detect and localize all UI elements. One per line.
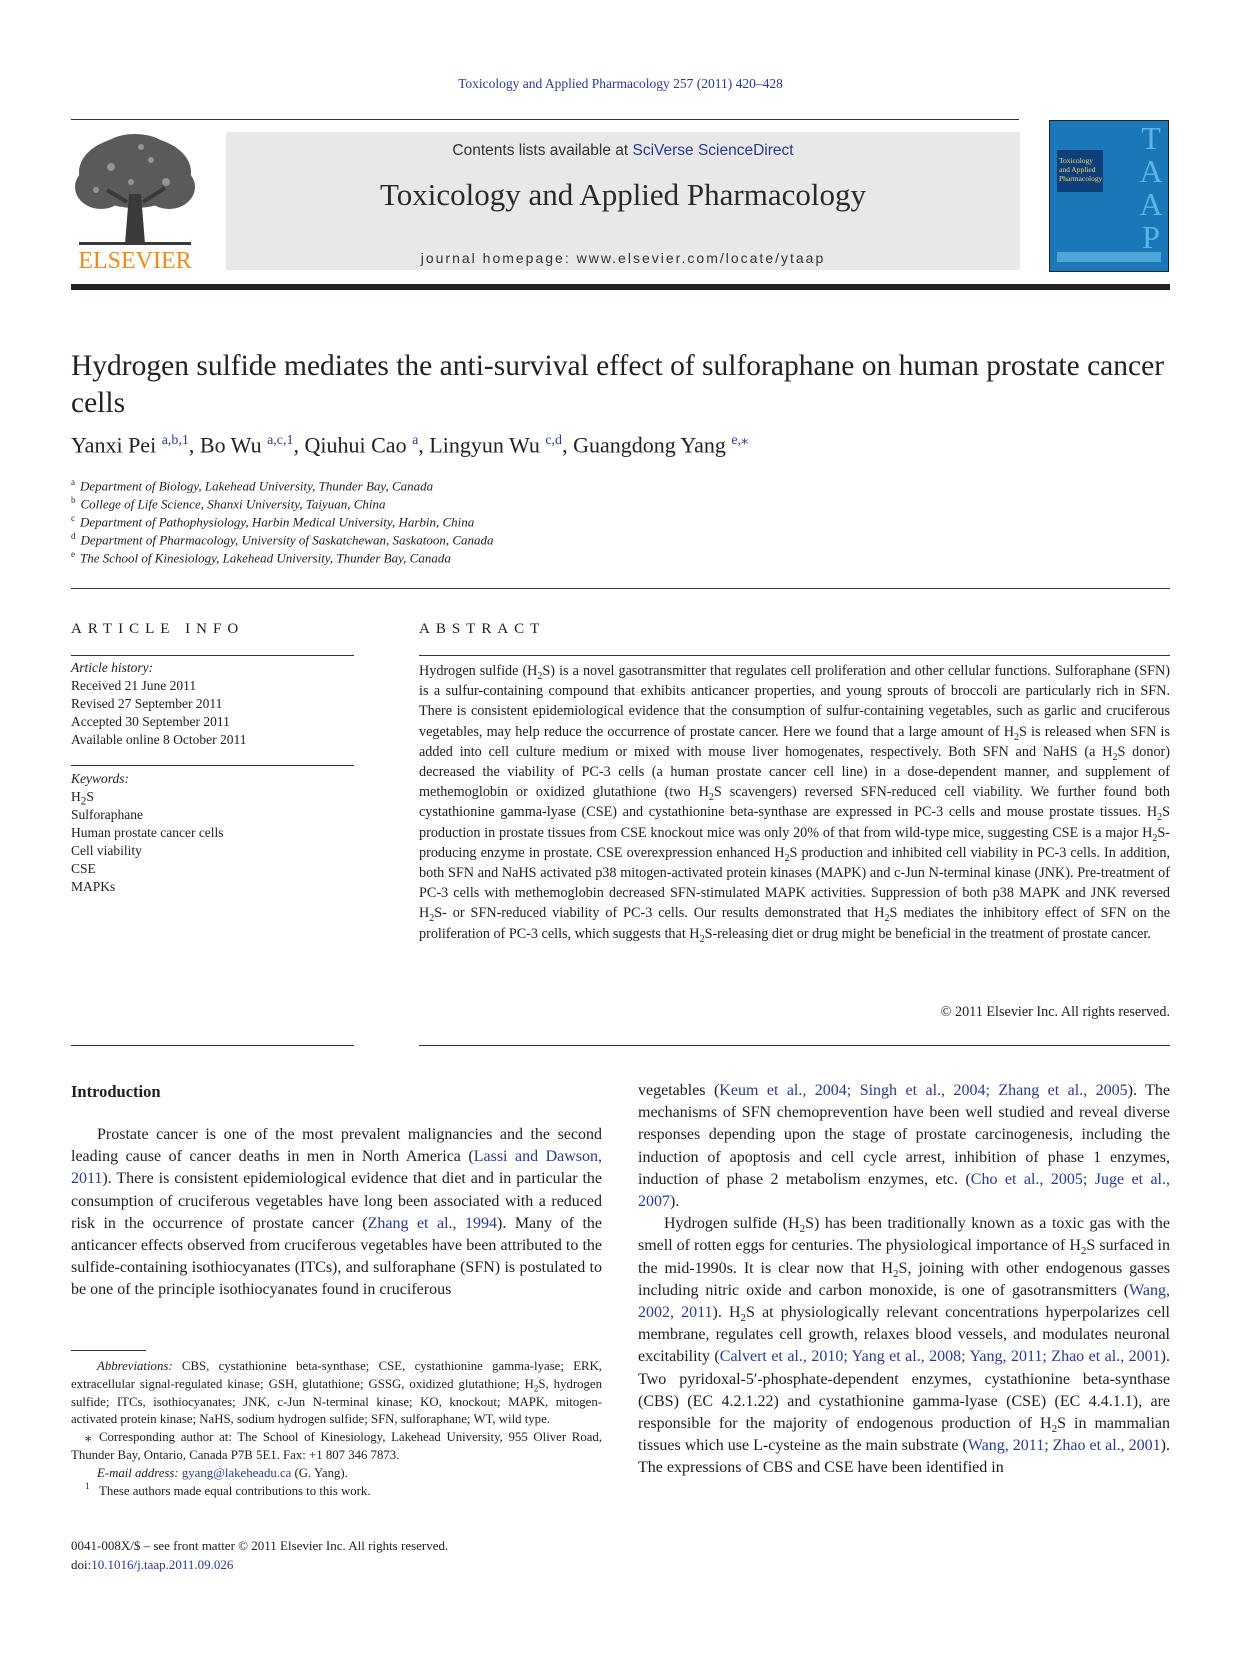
journal-name: Toxicology and Applied Pharmacology <box>380 177 866 212</box>
header-thick-rule <box>71 284 1170 290</box>
affiliation: $^b$ College of Life Science, Shanxi University, Taiyuan, China <box>71 495 386 512</box>
article-info-heading: ARTICLE INFO <box>71 621 245 637</box>
affiliation: $^e$ The School of Kinesiology, Lakehead University, Thunder Bay, Canada <box>71 549 451 566</box>
front-matter: 0041-008X/$ – see front matter © 2011 Elsevier Inc. All rights reserved. <box>71 1538 449 1553</box>
abstract-copyright: © 2011 Elsevier Inc. All rights reserved. <box>940 1004 1170 1020</box>
abstract-text: Hydrogen sulfide $(H_2S)$ is a novel gasotransmitter that regulates cell proliferation and other cellular functions. Sulforaphane (SFN) is a sulfur-containing compound that exhibits anticancer properties, and young sprouts of broccoli are particularly rich in SFN. There is consistent epidemiological evidence that the consumption of sulfur-containing vegetables, such as garlic and cruciferous vegetables, may help reduce the occurrence of prostate cancer. Here we found that a large amount of $H_2S$ is released when SFN is added into cell culture medium or mixed with mouse liver homogenates, respectively. Both SFN and NaHS (a $H_2S$ donor) decreased the viability of PC-3 cells (a human prostate cancer cell line) in a dose-dependent manner, and supplement of methemoglobin or oxidized glutathione (two $H_2S$ scavengers) reversed SFN-reduced cell viability. We further found both cystathionine gamma-lyase (CSE) and cystathionine beta-synthase are expressed in PC-3 cells and mouse prostate tissues. $H_2S$ production in prostate tissues from CSE knockout mice was only 20% of that from wild-type mice, suggesting CSE is a major $H_2S$-producing enzyme in prostate. CSE overexpression enhanced $H_2S$ production and inhibited cell viability in PC-3 cells. In addition, both SFN and NaHS activated p38 mitogen-activated protein kinases (MAPK) and c-Jun N-terminal kinase (JNK). Pre-treatment of PC-3 cells with methemoglobin decreased SFN-stimulated MAPK activities. Suppression of both p38 MAPK and JNK reversed $H_2S-$ or SFN-reduced viability of PC-3 cells. Our results demonstrated that $H_2S$ mediates the inhibitory effect of SFN on the proliferation of PC-3 cells, which suggests that $H_2S$-releasing diet or drug might be beneficial in the treatment of prostate cancer. <box>419 663 1171 945</box>
corresponding-footnote: ⁎ Corresponding author at: The School of Kinesiology, Lakehead University, 955 Oliver Road, Thunder Bay, Ontario, Canada P7B 5E1. Fax: +1 807 346 7873. <box>71 1430 602 1462</box>
doi-line: doi:10.1016/j.taap.2011.09.026 <box>71 1557 234 1572</box>
abstract-rule <box>419 655 1170 656</box>
elsevier-logo <box>71 132 199 272</box>
author-name[interactable]: Yanxi Pei <box>71 432 157 458</box>
history-online: Available online 8 October 2011 <box>71 732 247 747</box>
affiliation: $^a$ Department of Biology, Lakehead University, Thunder Bay, Canada <box>71 477 434 494</box>
journal-homepage[interactable]: journal homepage: www.elsevier.com/locate/ytaap <box>420 250 826 266</box>
article-info-bottom-rule <box>71 1045 354 1046</box>
abbreviations-footnote: Abbreviations: CBS, cystathionine beta-synthase; CSE, cystathionine gamma-lyase; ERK, extracellular signal-regulated kinase; GSH, glutathione; GSSG, oxidized glutathione; $H_2S$, hydrogen sulfide; ITCs, isothiocyanates; JNK, c-Jun N-terminal kinase; KO, knockout; MAPK, mitogen-activated protein kinase; NaHS, sodium hydrogen sulfide; SFN, sulforaphane; WT, wild type. <box>71 1359 603 1427</box>
affiliation: $^d$ Department of Pharmacology, University of Saskatchewan, Saskatoon, Canada <box>71 531 494 548</box>
keyword: Human prostate cancer cells <box>71 825 224 840</box>
author-sup[interactable]: a,c,1 <box>267 433 294 448</box>
journal-header-box <box>226 132 1020 270</box>
author-sup[interactable]: a,b,1 <box>161 433 189 448</box>
citation-link[interactable]: Wang, 2011; Zhao et al., 2001 <box>967 1437 1161 1455</box>
contents-line <box>226 142 1020 160</box>
keyword: MAPKs <box>71 879 116 894</box>
citation-link[interactable]: Zhang et al., 1994 <box>367 1214 498 1232</box>
citation-link[interactable]: Lassi and Dawson, 2011 <box>71 1148 603 1188</box>
author-sup[interactable]: c,d <box>545 433 563 448</box>
journal-citation[interactable]: Toxicology and Applied Pharmacology 257 (2011) 420–428 <box>458 76 783 91</box>
history-accepted: Accepted 30 September 2011 <box>71 714 230 729</box>
footnotes <box>71 1358 602 1500</box>
keyword: CSE <box>71 861 96 876</box>
affiliations-rule <box>71 588 1170 589</box>
body-left-column: Prostate cancer is one of the most prevalent malignancies and the second leading cause of cancer deaths in men in North America (Lassi and Dawson, 2011). There is consistent epidemiological evidence that diet and in particular the consumption of cruciferous vegetables have long been associated with a reduced risk in the occurrence of prostate cancer (Zhang et al., 1994). Many of the anticancer effects observed from cruciferous vegetables have been attributed to the sulfide-containing isothiocyanates (ITCs), and sulforaphane (SFN) is postulated to be one of the principle isothiocyanates found in cruciferous <box>71 1126 603 1299</box>
keywords-rule <box>71 765 354 766</box>
email-footnote: E-mail address: gyang@lakeheadu.ca (G. Yang). <box>97 1465 348 1480</box>
article-title: Hydrogen sulfide mediates the anti-survival effect of sulforaphane on human prostate cancer cells <box>71 350 1165 419</box>
doi-link[interactable]: 10.1016/j.taap.2011.09.026 <box>91 1557 234 1572</box>
abstract-heading: ABSTRACT <box>419 621 546 637</box>
body-right-column <box>638 1080 1170 1480</box>
body-paragraph: vegetables (Keum et al., 2004; Singh et al., 2004; Zhang et al., 2005). The mechanisms of SFN chemoprevention have been well studied and reveal diverse responses depending upon the stage of prostate carcinogenesis, including the induction of apoptosis and cell cycle arrest, inhibition of phase 1 enzymes, induction of phase 2 metabolism enzymes, etc. (Cho et al., 2005; Juge et al., 2007). <box>638 1082 1170 1211</box>
footnote-rule <box>71 1350 146 1351</box>
citation-link[interactable]: Cho et al., 2005; Juge et al., 2007 <box>638 1170 1170 1211</box>
journal-cover-image <box>1049 120 1169 272</box>
history-label: Article history: <box>71 660 154 675</box>
affiliation: $^c$ Department of Pathophysiology, Harbin Medical University, Harbin, China <box>71 513 475 530</box>
author-name[interactable]: Bo Wu <box>199 432 262 458</box>
introduction-heading: Introduction <box>71 1082 161 1101</box>
keyword: Cell viability <box>71 843 142 858</box>
email-link[interactable]: gyang@lakeheadu.ca <box>181 1465 292 1480</box>
cover-letters: T A A P <box>1139 120 1163 255</box>
citation-link[interactable]: Wang, 2002, 2011 <box>638 1281 1170 1322</box>
keyword: Sulforaphane <box>71 807 143 822</box>
abstract-bottom-rule <box>419 1045 1170 1046</box>
author-sup[interactable]: a <box>412 433 419 448</box>
history-received: Received 21 June 2011 <box>71 678 197 693</box>
history-revised: Revised 27 September 2011 <box>71 696 223 711</box>
cover-title: Toxicology and Applied Pharmacology <box>1059 156 1103 183</box>
keywords-label: Keywords: <box>71 771 129 786</box>
keyword: $H_2S$ <box>71 789 94 808</box>
author-list: Yanxi Pei $^{a,b,1}$, Bo Wu $^{a,c,1}$, Qiuhui Cao $^a$, Lingyun Wu $^{c,d}$, Guangdong Yang $^{e,⁎}$ <box>71 432 749 458</box>
body-paragraph: Hydrogen sulfide $(H_2S)$ has been traditionally known as a toxic gas with the smell of rotten eggs for centuries. The physiological importance of $H_2S$ surfaced in the mid-1990s. It is clear now that $H_2S$, joining with other endogenous gasses including nitric oxide and carbon monoxide, is one of gasotransmitters (Wang, 2002, 2011). $H_2S$ at physiologically relevant concentrations hyperpolarizes cell membrane, regulates cell growth, relaxes blood vessels, and modulates neuronal excitability (Calvert et al., 2010; Yang et al., 2008; Yang, 2011; Zhao et al., 2001). Two pyridoxal-5′-phosphate-dependent enzymes, cystathionine beta-synthase (CBS) (EC 4.2.1.22) and cystathionine gamma-lyase (CSE) (EC 4.4.1.1), are responsible for the majority of endogenous production of $H_2S$ in mammalian tissues which use L-cysteine as the main substrate (Wang, 2011; Zhao et al., 2001). The expressions of CBS and CSE have been identified in <box>638 1215 1171 1477</box>
citation-link[interactable]: Keum et al., 2004; Singh et al., 2004; Zhang et al., 2005 <box>719 1082 1128 1099</box>
elsevier-wordmark: ELSEVIER <box>78 248 192 274</box>
author-name[interactable]: Qiuhui Cao <box>304 432 407 458</box>
citation-link[interactable]: Calvert et al., 2010; Yang et al., 2008; Yang, 2011; Zhao et al., 2001 <box>719 1348 1161 1366</box>
author-name[interactable]: Lingyun Wu <box>429 432 540 458</box>
header-rule <box>71 119 1019 120</box>
article-info-rule <box>71 655 354 656</box>
contents-prefix: Contents lists available at <box>452 142 633 159</box>
sciencedirect-link[interactable]: SciVerse ScienceDirect <box>632 142 794 159</box>
author-name[interactable]: Guangdong Yang <box>573 432 726 458</box>
equal-contribution-footnote: $^1$ These authors made equal contributions to this work. <box>85 1481 371 1498</box>
author-sup[interactable]: e,⁎ <box>731 433 749 448</box>
